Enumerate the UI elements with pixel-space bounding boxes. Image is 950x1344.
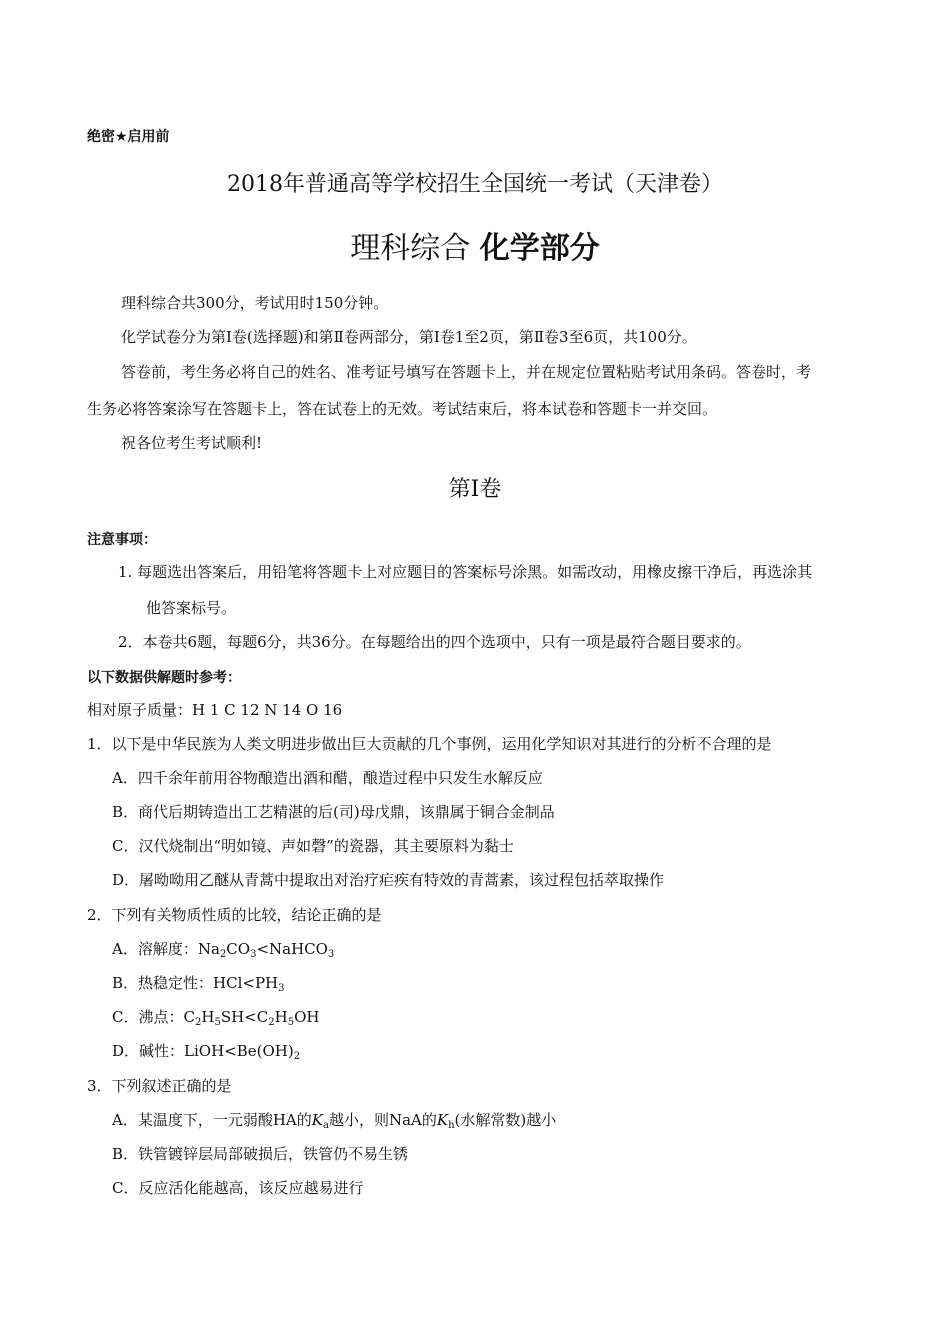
- option-text: (水解常数)越小: [454, 1111, 557, 1129]
- question-3-option-b: B．铁管镀锌层局部破损后，铁管仍不易生锈: [112, 1145, 409, 1163]
- question-3-option-c: C．反应活化能越高，该反应越易进行: [112, 1179, 364, 1197]
- option-label: A．溶解度：: [112, 940, 198, 958]
- question-3-stem: 3．下列叙述正确的是: [87, 1077, 232, 1095]
- question-2-option-c: C．沸点：$C_2H_5SH<C_2H_5OH$: [112, 1008, 320, 1028]
- question-2-stem: 2．下列有关物质性质的比较，结论正确的是: [87, 906, 382, 924]
- question-3-option-a: A．某温度下，一元弱酸HA的$K_a$越小，则NaA的$K_h$(水解常数)越小: [112, 1111, 557, 1131]
- intro-line: 理科综合共300分，考试用时150分钟。: [121, 294, 389, 312]
- option-label: B．热稳定性：: [112, 974, 214, 992]
- question-1-option-a: A．四千余年前用谷物酿造出酒和醋，酿造过程中只发生水解反应: [112, 769, 543, 787]
- intro-line: 化学试卷分为第Ⅰ卷(选择题)和第Ⅱ卷两部分，第Ⅰ卷1至2页，第Ⅱ卷3至6页，共100分。: [121, 328, 697, 346]
- intro-line: 生务必将答案涂写在答题卡上，答在试卷上的无效。考试结束后，将本试卷和答题卡一并交回。: [87, 400, 718, 418]
- subject-title-plain: 理科综合: [350, 231, 480, 266]
- question-2-option-d: D．碱性：$LiOH<Be(OH)_2$: [112, 1042, 301, 1062]
- section-title: 第Ⅰ卷: [448, 477, 502, 502]
- subject-title: [0, 230, 950, 268]
- option-label: D．碱性：: [112, 1042, 185, 1060]
- subject-title-bold: 化学部分: [479, 231, 600, 266]
- question-1-option-c: C．汉代烧制出“明如镜、声如磬”的瓷器，其主要原料为黏士: [112, 837, 514, 855]
- note-item: 2．本卷共6题，每题6分，共36分。在每题给出的四个选项中，只有一项是最符合题目要求的。: [118, 633, 751, 651]
- intro-line: 答卷前，考生务必将自己的姓名、准考证号填写在答题卡上，并在规定位置粘贴考试用条码。答卷时，考: [121, 363, 812, 381]
- option-text: A．某温度下，一元弱酸HA的: [112, 1111, 312, 1129]
- reference-heading: 以下数据供解题时参考：: [87, 670, 241, 686]
- question-2-option-a: A．溶解度：$Na_2CO_3<NaHCO_3$: [112, 940, 335, 960]
- question-1-option-b: B．商代后期铸造出工艺精湛的后(司)母戊鼎，该鼎属于铜合金制品: [112, 803, 555, 821]
- question-1-option-d: D．屠呦呦用乙醚从青蒿中提取出对治疗疟疾有特效的青蒿素，该过程包括萃取操作: [112, 871, 665, 889]
- question-2-option-b: B．热稳定性：$HCl<PH_3$: [112, 974, 285, 994]
- secret-label: 绝密★启用前: [87, 129, 170, 145]
- question-1-stem: 1．以下是中华民族为人类文明进步做出巨大贡献的几个事例，运用化学知识对其进行的分析不合理的是: [87, 735, 772, 753]
- notes-heading: 注意事项：: [87, 532, 157, 548]
- option-text: 越小，则NaA的: [328, 1111, 437, 1129]
- option-label: C．沸点：: [112, 1008, 184, 1026]
- exam-title: 2018年普通高等学校招生全国统一考试（天津卷）: [227, 172, 723, 197]
- note-item: 他答案标号。: [146, 599, 237, 617]
- note-item: 1. 每题选出答案后，用铅笔将答题卡上对应题目的答案标号涂黑。如需改动，用橡皮擦干净后，再选涂其: [118, 563, 813, 581]
- intro-line: 祝各位考生考试顺利!: [121, 434, 263, 452]
- atomic-masses: 相对原子质量：H 1 C 12 N 14 O 16: [87, 701, 343, 719]
